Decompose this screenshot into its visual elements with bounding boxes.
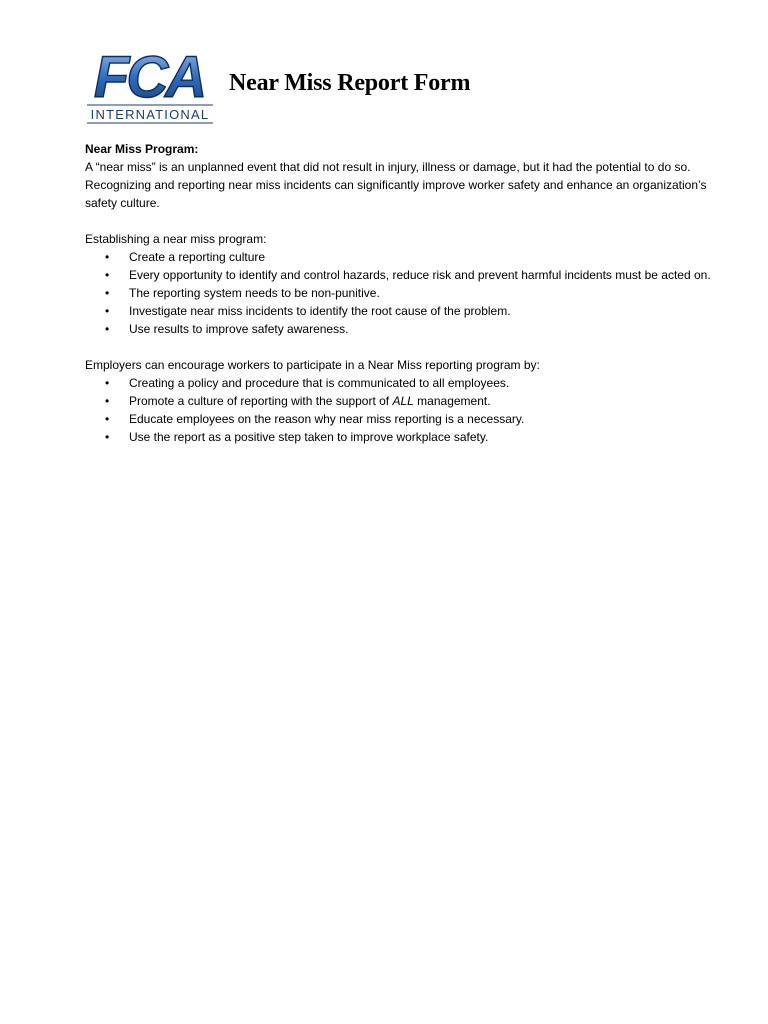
emphasis-text: ALL [392,394,414,408]
list-item-text: Creating a policy and procedure that is communicated to all employees. [129,376,510,390]
logo-subtitle: INTERNATIONAL [90,107,210,122]
list-item [85,392,725,410]
list-item-text: Create a reporting culture [129,250,266,264]
list-item [85,428,725,446]
paragraph-spacer [85,212,725,230]
list-item-text: Use the report as a positive step taken to improve workplace safety. [129,430,489,444]
bullet-icon: • [105,322,110,336]
intro-paragraph: A “near miss” is an unplanned event that did not result in injury, illness or damage, but it had the potential to do so. Recognizing and reporting near miss incidents can significantly improve worker safety and enhance an organization’s safety culture. [85,160,707,210]
list-item [85,266,725,284]
page-title: Near Miss Report Form [229,70,471,96]
list-item-text-before: Promote a culture of reporting with the support of [129,394,393,408]
paragraph-spacer [85,338,725,356]
employers-list [85,374,725,446]
list-item [85,410,725,428]
logo-letters: FCA [93,46,205,110]
bullet-icon: • [105,376,110,390]
bullet-icon: • [105,412,110,426]
document-body [85,140,725,446]
bullet-icon: • [105,268,110,282]
list-item [85,374,725,392]
bullet-icon: • [105,394,110,408]
list-item-text-after: management. [413,394,491,408]
establishing-list [85,248,725,338]
intro-heading: Near Miss Program: [85,142,199,156]
list-item [85,284,725,302]
bullet-icon: • [105,250,110,264]
fca-international-logo [85,46,215,124]
list-item [85,248,725,266]
fca-logo-graphic [85,46,215,124]
bullet-icon: • [105,430,110,444]
list-item-text: Every opportunity to identify and control hazards, reduce risk and prevent harmful incidents must be acted on. [129,268,711,282]
employers-heading: Employers can encourage workers to participate in a Near Miss reporting program by: [85,358,540,372]
list-item-text: The reporting system needs to be non-punitive. [129,286,380,300]
establishing-heading: Establishing a near miss program: [85,232,267,246]
bullet-icon: • [105,304,110,318]
list-item-text: Investigate near miss incidents to identify the root cause of the problem. [129,304,511,318]
list-item [85,302,725,320]
list-item [85,320,725,338]
list-item-text: Educate employees on the reason why near miss reporting is a necessary. [129,412,525,426]
bullet-icon: • [105,286,110,300]
list-item-text: Use results to improve safety awareness. [129,322,349,336]
